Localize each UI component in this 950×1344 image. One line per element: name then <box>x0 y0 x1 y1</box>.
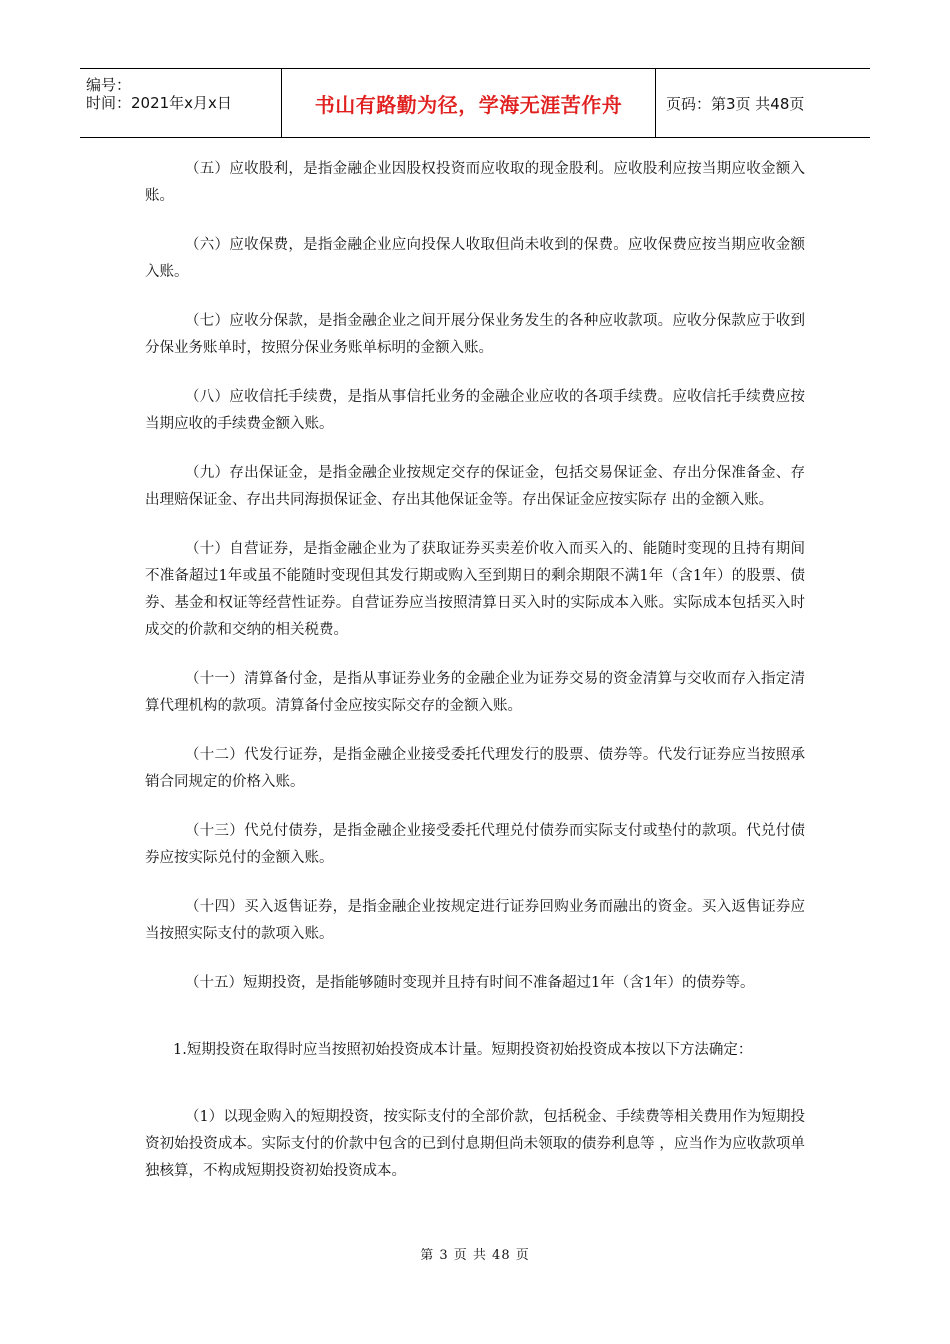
document-body <box>145 156 805 1207</box>
paragraph-trust-fees: （八）应收信托手续费，是指从事信托业务的金融企业应收的各项手续费。应收信托手续费应按当期应收的手续费金额入账。 <box>145 389 805 432</box>
paragraph-proprietary-securities: （十）自营证券，是指金融企业为了获取证券买卖差价收入而买入的、能随时变现的且持有期间不准备超过1年或虽不能随时变现但其发行期或购入至到期日的剩余期限不满1年（含1年）的股票、债券、基金和权证等经营性证券。自营证券应当按照清算日买入时的实际成本入账。实际成本包括买入时成交的价款和交纳的相关税费。 <box>145 541 805 638</box>
date-label: 时间：2021年x月x日 <box>86 94 232 112</box>
paragraph-initial-cost-rule: 1.短期投资在取得时应当按照初始投资成本计量。短期投资初始投资成本按以下方法确定： <box>173 1042 753 1058</box>
paragraph-agency-redemption: （十三）代兑付债券，是指金融企业接受委托代理兑付债券而实际支付或垫付的款项。代兑付债券应按实际兑付的金额入账。 <box>145 823 805 866</box>
paragraph-cash-purchase: （1）以现金购入的短期投资，按实际支付的全部价款，包括税金、手续费等相关费用作为短期投资初始投资成本。实际支付的价款中包含的已到付息期但尚未领取的债券利息等 ，应当作为应收款项单独核算，不构成短期投资初始投资成本。 <box>145 1109 805 1179</box>
paragraph-agency-issuance: （十二）代发行证券，是指金融企业接受委托代理发行的股票、债券等。代发行证券应当按照承销合同规定的价格入账。 <box>145 747 805 790</box>
paragraph-short-term-investment: （十五）短期投资，是指能够随时变现并且持有时间不准备超过1年（含1年）的债券等。 <box>185 975 755 991</box>
paragraph-reinsurance-receivable: （七）应收分保款，是指金融企业之间开展分保业务发生的各种应收款项。应收分保款应于收到分保业务账单时，按照分保业务账单标明的金额入账。 <box>145 313 805 356</box>
document-header <box>80 68 870 138</box>
page-footer: 第 3 页 共 48 页 <box>420 1248 530 1263</box>
paragraph-deposits: （九）存出保证金，是指金融企业按规定交存的保证金，包括交易保证金、存出分保准备金、存出理赔保证金、存出共同海损保证金、存出其他保证金等。存出保证金应按实际存 出的金额入账。 <box>145 465 805 508</box>
header-motto: 书山有路勤为径，学海无涯苦作舟 <box>314 92 623 117</box>
header-page-label: 页码：第3页 共48页 <box>666 94 805 113</box>
paragraph-receivable-dividends: （五）应收股利，是指金融企业因股权投资而应收取的现金股利。应收股利应按当期应收金额入账。 <box>145 161 805 204</box>
paragraph-reverse-repo: （十四）买入返售证券，是指金融企业按规定进行证券回购业务而融出的资金。买入返售证券应当按照实际支付的款项入账。 <box>145 899 805 942</box>
paragraph-clearing-reserve: （十一）清算备付金，是指从事证券业务的金融企业为证券交易的资金清算与交收而存入指定清算代理机构的款项。清算备付金应按实际交存的金额入账。 <box>145 671 805 714</box>
code-label: 编号： <box>86 76 132 94</box>
paragraph-receivable-premiums: （六）应收保费，是指金融企业应向投保人收取但尚未收到的保费。应收保费应按当期应收金额入账。 <box>145 237 805 280</box>
header-meta <box>80 69 281 137</box>
